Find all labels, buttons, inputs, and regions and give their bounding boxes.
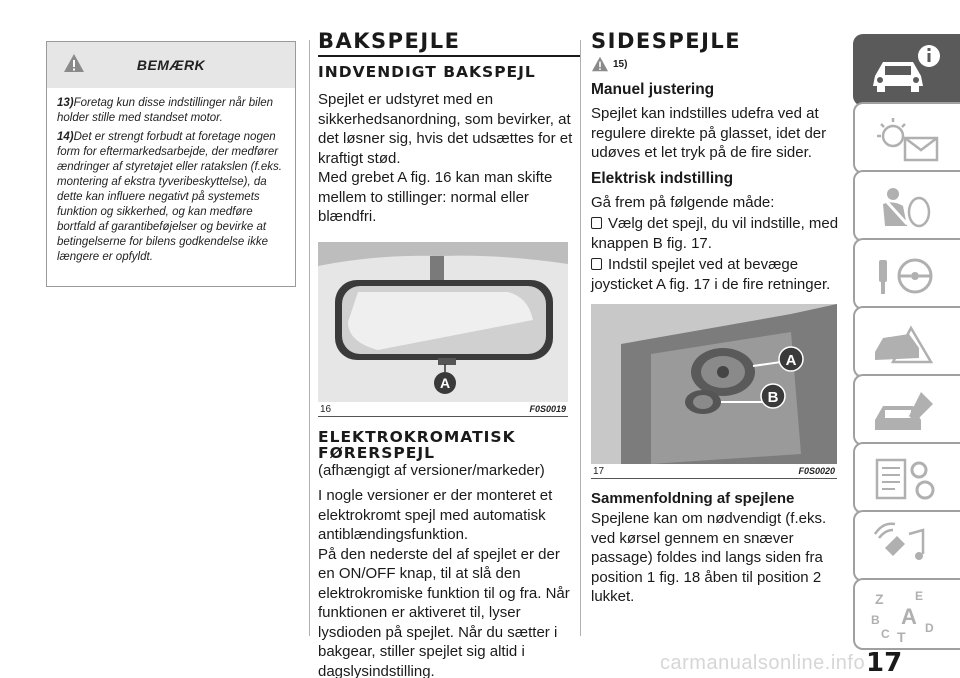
note-body bbox=[47, 88, 295, 265]
mirror-control-illustration bbox=[591, 304, 837, 464]
figure-rule bbox=[591, 478, 837, 479]
note-title: BEMÆRK bbox=[136, 57, 206, 73]
figure-caption: 17 F0S0020 bbox=[593, 466, 835, 477]
safety-icon bbox=[865, 178, 945, 236]
svg-text:D: D bbox=[925, 621, 934, 635]
tab-technical-data[interactable] bbox=[853, 442, 960, 514]
note-header bbox=[47, 42, 295, 88]
checkbox-bullet-icon bbox=[591, 217, 602, 229]
checkbox-bullet-icon bbox=[591, 258, 602, 270]
svg-text:A: A bbox=[901, 604, 917, 629]
column-side-mirrors bbox=[591, 30, 841, 607]
column-divider bbox=[580, 40, 581, 636]
paragraph: Spejlene kan om nødvendigt (f.eks. ved kørsel gennem en snæver passage) foldes ind langs siden fra position 1 fig. 18 åben til position 2 lukket. bbox=[591, 510, 827, 605]
list-item: Vælg det spejl, du vil indstille, med knappen B fig. 17. bbox=[591, 215, 839, 252]
paragraph: (afhængigt af versioner/markeder) bbox=[318, 461, 545, 479]
figure-caption: 16 F0S0019 bbox=[320, 403, 566, 415]
paragraph: Spejlet kan indstilles udefra ved at regulere direkte på glasset, idet der udøves et let tryk på de fire sider. bbox=[591, 105, 827, 161]
section-heading: BAKSPEJLE bbox=[318, 29, 461, 53]
page-number: 17 bbox=[866, 648, 903, 678]
column-divider bbox=[309, 40, 310, 636]
svg-text:A: A bbox=[785, 352, 797, 369]
note-box bbox=[46, 41, 296, 287]
tab-car-info[interactable] bbox=[853, 34, 960, 106]
svg-text:B: B bbox=[767, 389, 779, 406]
svg-text:B: B bbox=[871, 613, 880, 627]
dashboard-lights-icon bbox=[865, 110, 945, 168]
list-item: Indstil spejlet ved at bevæge joysticket A fig. 17 i de fire retninger. bbox=[591, 256, 831, 293]
emergency-icon bbox=[865, 314, 945, 372]
svg-text:E: E bbox=[915, 589, 924, 603]
figure-16 bbox=[318, 242, 568, 402]
warning-ref: 15) bbox=[591, 56, 841, 74]
subsection-heading: FØRERSPEJL bbox=[318, 443, 435, 462]
note-item: 13)Foretag kun disse indstillinger når bilen holder stille med standset motor. bbox=[57, 97, 274, 124]
maintenance-icon bbox=[865, 382, 945, 440]
svg-text:T: T bbox=[897, 629, 906, 644]
paragraph: Gå frem på følgende måde: bbox=[591, 193, 775, 211]
section-heading: SIDESPEJLE bbox=[591, 29, 742, 53]
heading-rule bbox=[318, 55, 580, 57]
subsection-heading: Manuel justering bbox=[591, 81, 715, 98]
tab-emergency[interactable] bbox=[853, 306, 960, 378]
figure-label-a: A bbox=[439, 374, 451, 391]
subsection-heading: Sammenfoldning af spejlene bbox=[591, 490, 795, 507]
tab-index[interactable] bbox=[853, 578, 960, 650]
warning-icon bbox=[591, 56, 609, 72]
paragraph: Spejlet er udstyret med en sikkerhedsanordning, som bevirker, at det løsner sig, hvis det udsættes for et kraftigt stød. bbox=[318, 91, 573, 167]
tab-multimedia[interactable] bbox=[853, 510, 960, 582]
subsection-heading: Elektrisk indstilling bbox=[591, 169, 734, 187]
figure-17 bbox=[591, 304, 837, 464]
technical-data-icon bbox=[865, 450, 945, 508]
note-item: 14)Det er strengt forbudt at foretage nogen form for eftermarkedsarbejde, der medfører ændringer af styretøjet eller ratakslen (f.eks. montering af ekstra tyveribeskyttelse), da dette kan influere negativt på systemets funktion og sikkerhed, og kan medføre bortfald af garantibeføjelser og bevirke at betingelserne for bilens godkendelse ikke længere er opfyldt. bbox=[57, 131, 282, 263]
figure-rule bbox=[318, 416, 568, 417]
watermark: carmanualsonline.info bbox=[660, 652, 866, 674]
tab-safety[interactable] bbox=[853, 170, 960, 242]
car-info-icon bbox=[865, 42, 945, 100]
svg-text:Z: Z bbox=[875, 591, 884, 607]
paragraph: På den nederste del af spejlet er der en ON/OFF knap, til at slå den elektrokromiske funktion til og fra. Når funktionen er aktiveret til, lyser lysdioden på spejlet. Når du sætter i bakgear, stiller spejlet sig altid i dagslysindstilling. bbox=[318, 545, 570, 678]
tab-maintenance[interactable] bbox=[853, 374, 960, 446]
rear-mirror-illustration bbox=[318, 242, 568, 402]
tab-dashboard-lights[interactable] bbox=[853, 102, 960, 174]
column-rear-mirror bbox=[318, 30, 580, 678]
steering-icon bbox=[865, 246, 945, 304]
paragraph: Med grebet A fig. 16 kan man skifte mellem to stillinger: normal eller blændfri. bbox=[318, 169, 553, 225]
paragraph: I nogle versioner er der monteret et elektrokromt spejl med automatisk antiblændingsfunktion. bbox=[318, 487, 553, 543]
multimedia-icon bbox=[865, 518, 945, 576]
tab-starting-driving[interactable] bbox=[853, 238, 960, 310]
subsection-heading: INDVENDIGT BAKSPEJL bbox=[318, 63, 536, 81]
index-icon bbox=[865, 586, 945, 644]
subsection-heading: ELEKTROKROMATISK bbox=[318, 427, 516, 446]
svg-text:C: C bbox=[881, 627, 890, 641]
